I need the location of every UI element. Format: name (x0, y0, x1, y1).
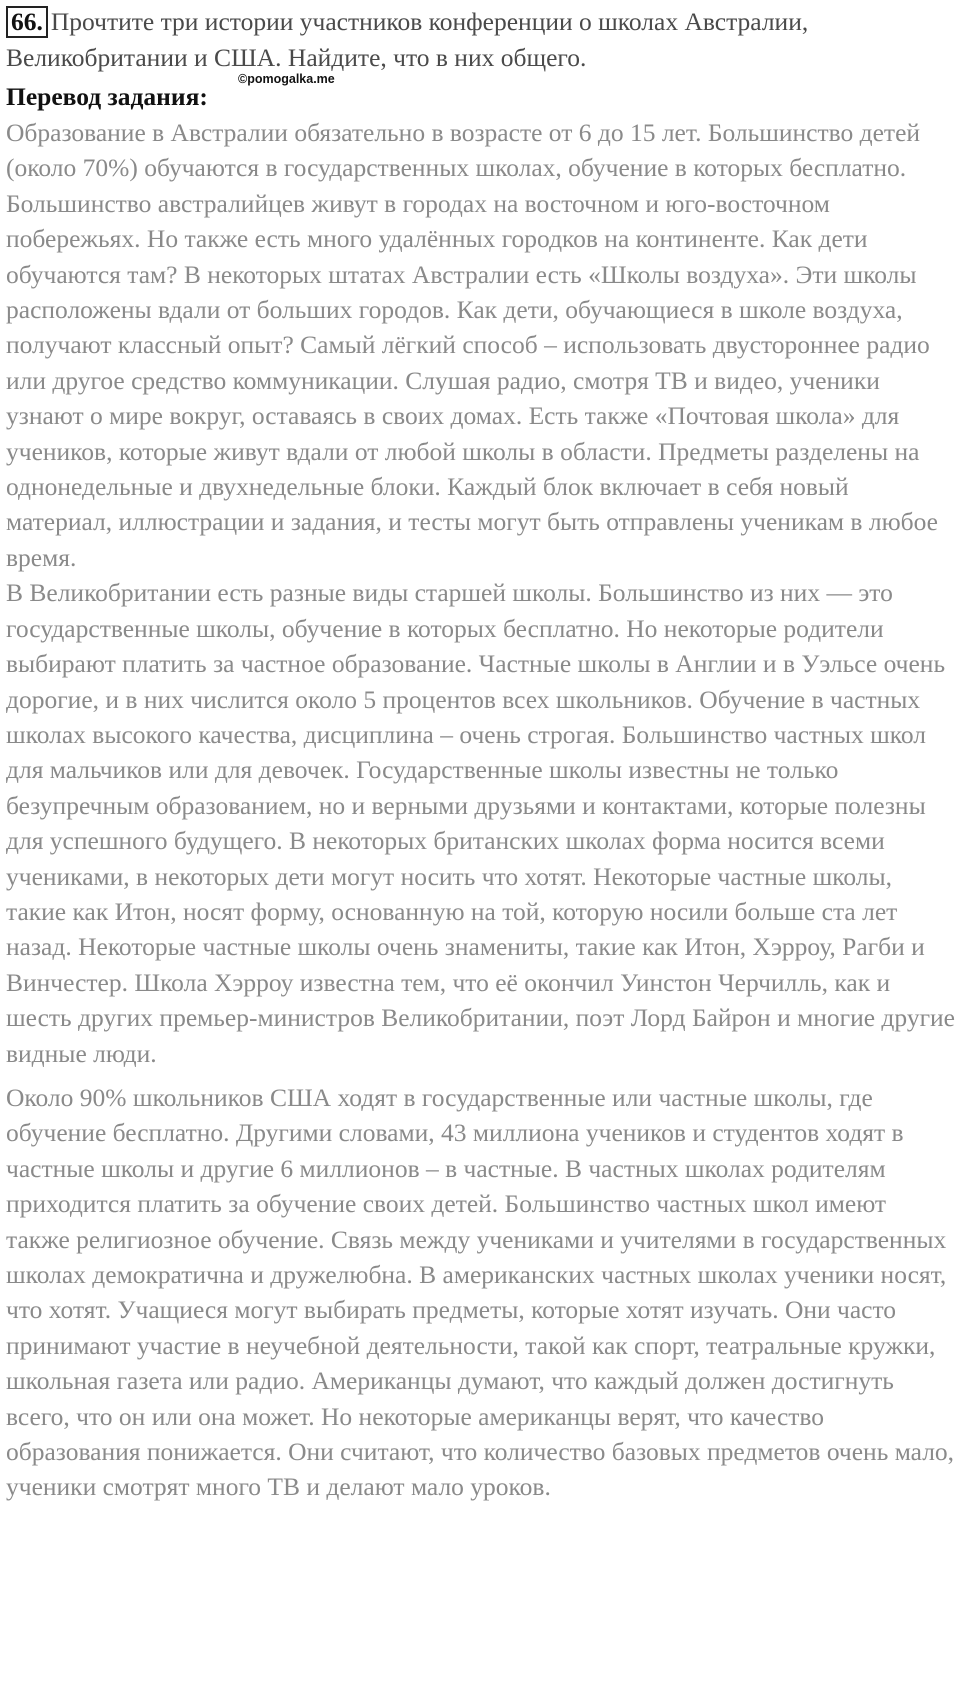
paragraph-britain: В Великобритании есть разные виды старшей школы. Большинство из них — это государственные школы, обучение в которых бесплатно. Но некоторые родители выбирают платить за частное образование. Частные школы в Англии и в Уэльсе очень дорогие, и в них числится около 5 процентов всех школьников. Обучение в частных школах высокого качества, дисциплина – очень строгая. Большинство частных школ для мальчиков или для девочек. Государственные школы известны не только безупречным образованием, но и верными друзьями и контактами, которые полезны для успешного будущего. В некоторых британских школах форма носится всеми учениками, в некоторых дети могут носить что хотят. Некоторые частные школы, такие как Итон, носят форму, основанную на той, которую носили больше ста лет назад. Некоторые частные школы очень знамениты, такие как Итон, Хэрроу, Рагби и Винчестер. Школа Хэрроу известна тем, что её окончил Уинстон Черчилль, как и шесть других премьер-министров Великобритании, поэт Лорд Байрон и многие другие видные люди. (6, 578, 955, 1068)
page (6, 0, 956, 1505)
task-text: Прочтите три истории участников конференции о школах Австралии, Великобритании и США. Найдите, что в них общего. (6, 7, 809, 72)
paragraph-australia: Образование в Австралии обязательно в возрасте от 6 до 15 лет. Большинство детей (около 70%) обучаются в государственных школах, обучение в которых бесплатно. Большинство австралийцев живут в городах на восточном и юго-восточном побережьях. Но также есть много удалённых городков на континенте. Как дети обучаются там? В некоторых штатах Австралии есть «Школы воздуха». Эти школы расположены вдали от больших городов. Как дети, обучающиеся в школе воздуха, получают классный опыт? Самый лёгкий способ – использовать двустороннее радио или другое средство коммуникации. Слушая радио, смотря ТВ и видео, ученики узнают о мире вокруг, оставаясь в своих домах. Есть также «Почтовая школа» для учеников, которые живут вдали от любой школы в области. Предметы разделены на однонедельные и двухнедельные блоки. Каждый блок включает в себя новый материал, иллюстрации и задания, и тесты могут быть отправлены ученикам в любое время. (6, 118, 938, 572)
translation-heading: Перевод задания: (6, 82, 208, 111)
paragraph-usa: Около 90% школьников США ходят в государственные или частные школы, где обучение бесплатно. Другими словами, 43 миллиона учеников и студентов ходят в частные школы и другие 6 миллионов – в частные. В частных школах родителям приходится платить за обучение своих детей. Большинство частных школ имеют также религиозное обучение. Связь между учениками и учителями в государственных школах демократична и дружелюбна. В американских частных школах ученики носят, что хотят. Учащиеся могут выбирать предметы, которые хотят изучать. Они часто принимают участие в неучебной деятельности, такой как спорт, театральные кружки, школьная газета или радио. Американцы думают, что каждый должен достигнуть всего, что он или она может. Но некоторые американцы верят, что качество образования понижается. Они считают, что количество базовых предметов очень мало, ученики смотрят много ТВ и делают мало уроков. (6, 1082, 955, 1502)
task-number: 66. (6, 6, 48, 38)
task-statement (6, 4, 956, 75)
watermark: ©pomogalka.me (238, 72, 335, 86)
